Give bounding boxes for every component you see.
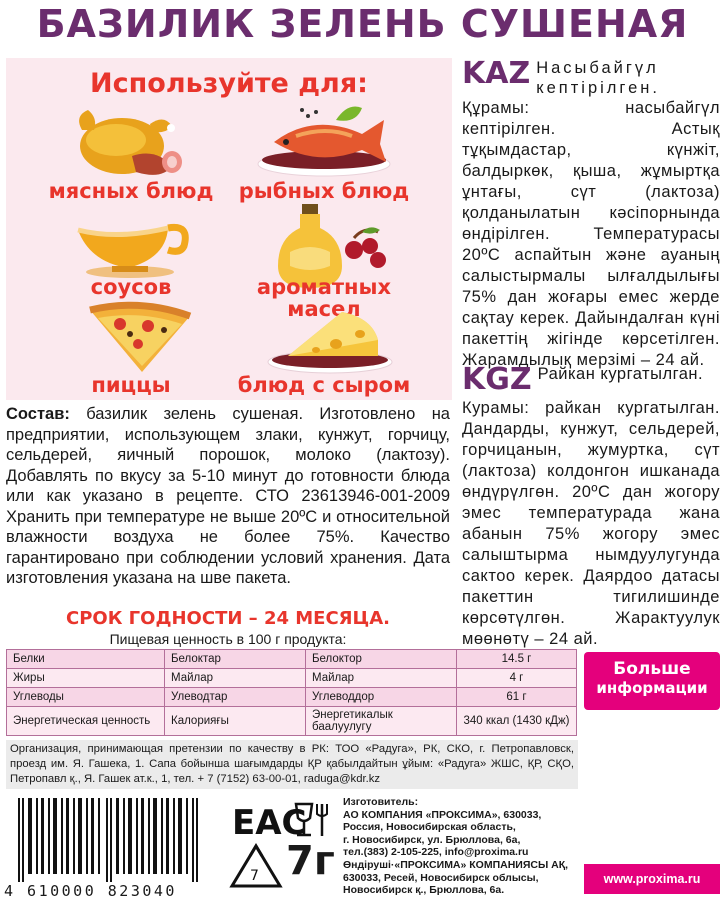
more-info-line1: Больше bbox=[613, 659, 691, 679]
more-info-line2: информации bbox=[596, 679, 708, 697]
nutrition-cell-kg: Энергетикалык баалуулугу bbox=[306, 707, 457, 736]
eac-mark-text: EAC bbox=[232, 803, 307, 843]
nutrition-cell-value: 340 ккал (1430 кДж) bbox=[457, 707, 577, 736]
use-for-label-sauce: соусов bbox=[90, 275, 172, 299]
use-for-label-fish: рыбных блюд bbox=[238, 179, 410, 203]
manufacturer-label: Изготовитель: bbox=[343, 796, 419, 808]
manufacturer-line: г. Новосибирск, ул. Брюллова, 6а, bbox=[343, 833, 521, 846]
nutrition-cell-kz: Белоктар bbox=[165, 650, 306, 669]
nutrition-cell-ru: Энергетическая ценность bbox=[7, 707, 165, 736]
more-info-button[interactable] bbox=[584, 652, 720, 710]
kgz-section bbox=[462, 362, 720, 650]
recycle-number: 7 bbox=[250, 868, 259, 884]
use-for-label-cheese: блюд с сыром bbox=[237, 373, 411, 397]
composition-block bbox=[6, 404, 450, 589]
nutrition-cell-ru: Жиры bbox=[7, 669, 165, 688]
nutrition-cell-kz: Майлар bbox=[165, 669, 306, 688]
table-row bbox=[7, 650, 577, 669]
nutrition-heading: Пищевая ценность в 100 г продукта: bbox=[109, 631, 347, 647]
manufacturer-line: 630033, Ресей, Новосибирск облысы, bbox=[343, 871, 539, 884]
nutrition-cell-ru: Углеводы bbox=[7, 688, 165, 707]
food-safe-icon bbox=[292, 800, 336, 840]
use-for-label-oils-line1: ароматных bbox=[256, 275, 392, 299]
kgz-first-line: Райкан кургатылган. bbox=[537, 365, 704, 383]
fish-icon bbox=[256, 102, 396, 182]
nutrition-cell-kz: Улеводтар bbox=[165, 688, 306, 707]
kaz-section bbox=[462, 56, 720, 371]
kaz-text: Құрамы: насыбайгүл кептірілген. Астық тұқымдастар, күнжіт, балдыркөк, қыша, жұмыртқа ұнтағы, сүт (лактоза) қолданылатын кәсіпорнында өндірілген. Температурасы 20ºС аспайтын және ауаның салыстырмалы ылғалдылығы 75% дан жоғары емес жерде сақтау керек. Дайындалған күні пакеттің жігінде көрсетілген. Жарамдылық мерзімі – 24 ай. bbox=[462, 99, 720, 369]
chicken-icon bbox=[72, 100, 192, 182]
recycle-icon bbox=[228, 842, 284, 892]
shelf-life: СРОК ГОДНОСТИ – 24 МЕСЯЦА. bbox=[66, 608, 390, 629]
kgz-text: Курамы: райкан кургатылган. Дандарды, кунжут, сельдерей, горчицанын, жумуртка, сүт (лактоза) колдонгон ишканада өндүрүлгөн. 20ºС дан жогору эмес температурада жана абанын 75% жогору эмес салыштырма нымдуулугунда сактоо керек. Даярдоо датасы пакеттин тигилишинде көрсөтүлгөн. Жарактуулук мөөнөтү – 24 ай. bbox=[462, 399, 720, 648]
manufacturer-line: Новосибирск қ., Брюллова, 6а. bbox=[343, 884, 505, 897]
eac-mark-icon bbox=[230, 800, 307, 843]
nutrition-cell-value: 14.5 г bbox=[457, 650, 577, 669]
composition-label: Состав: bbox=[6, 405, 70, 423]
nutrition-table bbox=[6, 649, 577, 736]
table-row bbox=[7, 669, 577, 688]
kgz-code: KGZ bbox=[462, 362, 532, 397]
table-row bbox=[7, 707, 577, 736]
nutrition-cell-value: 61 г bbox=[457, 688, 577, 707]
cheese-icon bbox=[266, 304, 396, 374]
gravy-boat-icon bbox=[72, 210, 192, 280]
use-for-label-pizza: пиццы bbox=[91, 373, 171, 397]
nutrition-cell-kz: Калорияғы bbox=[165, 707, 306, 736]
website-link[interactable]: www.proxima.ru bbox=[584, 864, 720, 894]
barcode-number: 4 610000 823040 bbox=[4, 882, 177, 900]
pizza-icon bbox=[86, 302, 196, 374]
kaz-first-line: Насыбайгүл кептірілген. bbox=[536, 59, 660, 97]
kaz-code: KAZ bbox=[462, 56, 531, 91]
nutrition-cell-ru: Белки bbox=[7, 650, 165, 669]
net-weight: 7г bbox=[286, 838, 335, 884]
nutrition-cell-kg: Майлар bbox=[306, 669, 457, 688]
use-for-panel bbox=[6, 58, 452, 400]
use-for-label-oils-line2: масел bbox=[287, 297, 361, 321]
composition-text: базилик зелень сушеная. Изготовлено на предприятии, использующем злаки, кунжут, горчицу, сельдерей, яичный порошок, молоко (лактозу). Добавлять по вкусу за 5-10 минут до готовности блюда или как указано в рецепте. СТО 23613946-001-2009 Хранить при температуре не выше 20ºС и относительной влажности воздуха не более 75%. Качество гарантировано при соблюдении условий хранения. Дата изготовления указана на шве пакета. bbox=[6, 405, 450, 587]
manufacturer-block bbox=[343, 796, 583, 897]
manufacturer-line: Россия, Новосибирская область, bbox=[343, 821, 516, 834]
use-for-label-meat: мясных блюд bbox=[48, 179, 214, 203]
table-row bbox=[7, 688, 577, 707]
manufacturer-line: АО КОМПАНИЯ «ПРОКСИМА», 630033, bbox=[343, 808, 542, 821]
barcode-icon bbox=[6, 798, 228, 882]
nutrition-cell-kg: Углеводдор bbox=[306, 688, 457, 707]
manufacturer-line: тел.(383) 2-105-225, info@proxima.ru bbox=[343, 846, 529, 859]
use-for-heading: Используйте для: bbox=[90, 68, 368, 99]
organization-text: Организация, принимающая претензии по качеству в РК: ТОО «Радуга», РК, СКО, г. Петропавловск, проезд им. Я. Гашека, 1. Сапа бойынша шағымдарды ҚР қабылдайтын ұйым: «Радуга» ЖШС, ҚР, СҚО, Петропавл қ., Я. Гашек ат.к., 1, тел. + 7 (7152) 63-00-01, raduga@kdr.kz bbox=[6, 740, 578, 789]
product-title: БАЗИЛИК ЗЕЛЕНЬ СУШЕНАЯ bbox=[36, 2, 689, 46]
nutrition-cell-kg: Белоктор bbox=[306, 650, 457, 669]
nutrition-cell-value: 4 г bbox=[457, 669, 577, 688]
manufacturer-line: Өндіруші·«ПРОКСИМА» КОМПАНИЯСЫ АҚ, bbox=[343, 858, 569, 871]
